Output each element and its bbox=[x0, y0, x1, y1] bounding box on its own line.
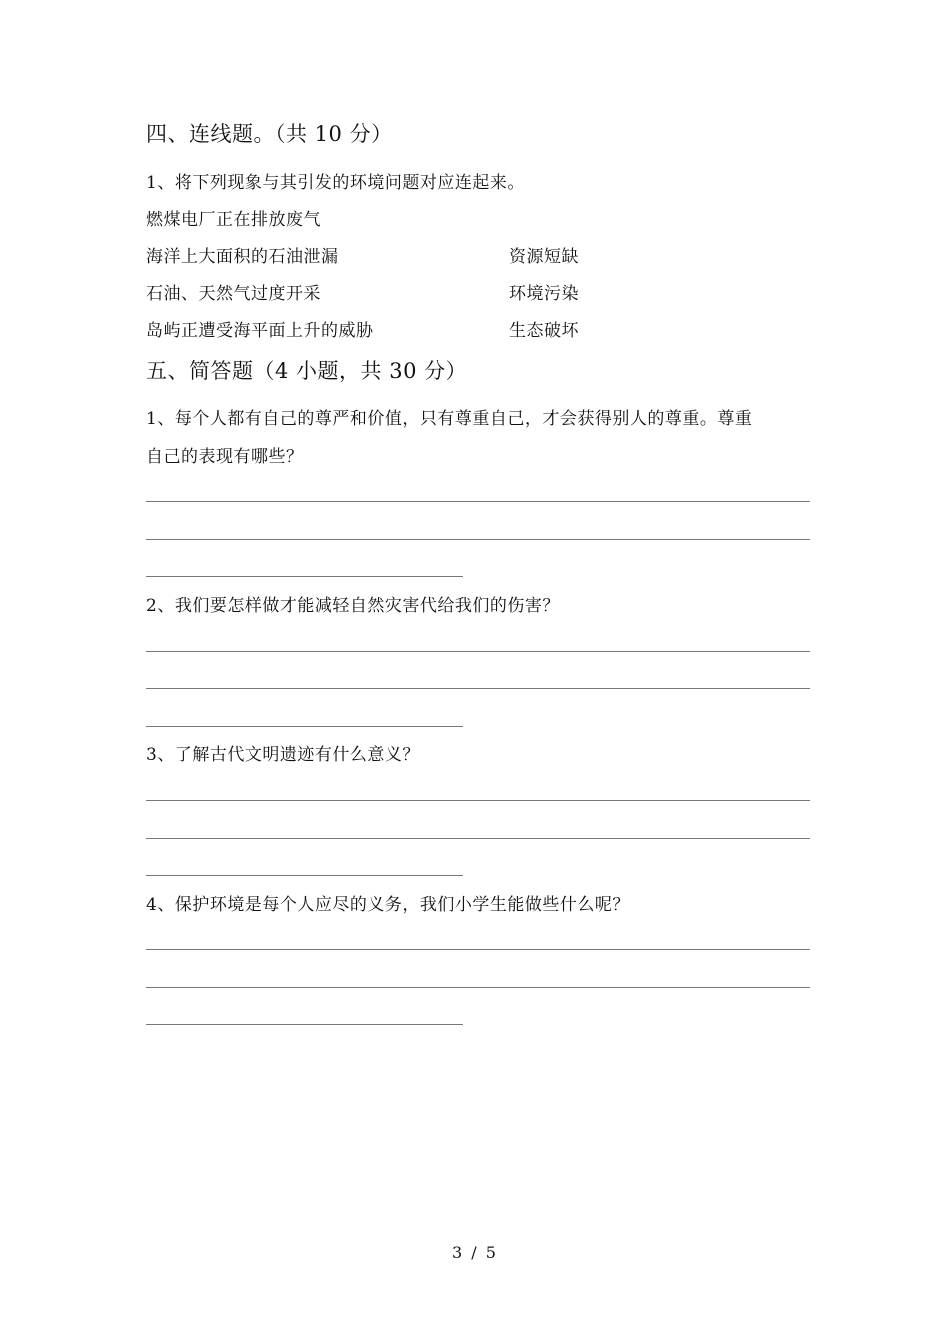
question-4-text: 4、保护环境是每个人应尽的义务，我们小学生能做些什么呢？ bbox=[146, 895, 630, 915]
answer-line[interactable] bbox=[146, 651, 810, 652]
phenomenon-item: 岛屿正遭受海平面上升的威胁 bbox=[146, 321, 374, 341]
answer-line[interactable] bbox=[146, 800, 810, 801]
section-4-question: 1、将下列现象与其引发的环境问题对应连起来。 bbox=[146, 173, 525, 193]
problem-item: 资源短缺 bbox=[509, 247, 579, 267]
question-1-text: 自己的表现有哪些？ bbox=[146, 447, 304, 467]
phenomenon-item: 燃煤电厂正在排放废气 bbox=[146, 210, 321, 230]
answer-line[interactable] bbox=[146, 539, 810, 540]
problem-item: 生态破坏 bbox=[509, 321, 579, 341]
answer-line[interactable] bbox=[146, 1024, 463, 1025]
problem-item: 环境污染 bbox=[509, 284, 579, 304]
answer-line[interactable] bbox=[146, 987, 810, 988]
phenomenon-item: 海洋上大面积的石油泄漏 bbox=[146, 247, 339, 267]
section-5-heading: 五、简答题（4 小题，共 30 分） bbox=[146, 359, 468, 383]
section-4-heading: 四、连线题。（共 10 分） bbox=[146, 122, 393, 146]
question-3-text: 3、了解古代文明遗迹有什么意义？ bbox=[146, 745, 420, 765]
answer-line[interactable] bbox=[146, 875, 463, 876]
phenomenon-item: 石油、天然气过度开采 bbox=[146, 284, 321, 304]
question-2-text: 2、我们要怎样做才能减轻自然灾害代给我们的伤害？ bbox=[146, 596, 560, 616]
page-number: 3 / 5 bbox=[452, 1243, 498, 1262]
answer-line[interactable] bbox=[146, 501, 810, 502]
answer-line[interactable] bbox=[146, 949, 810, 950]
answer-line[interactable] bbox=[146, 838, 810, 839]
question-1-text: 1、每个人都有自己的尊严和价值，只有尊重自己，才会获得别人的尊重。尊重 bbox=[146, 409, 753, 429]
answer-line[interactable] bbox=[146, 576, 463, 577]
answer-line[interactable] bbox=[146, 688, 810, 689]
answer-line[interactable] bbox=[146, 726, 463, 727]
